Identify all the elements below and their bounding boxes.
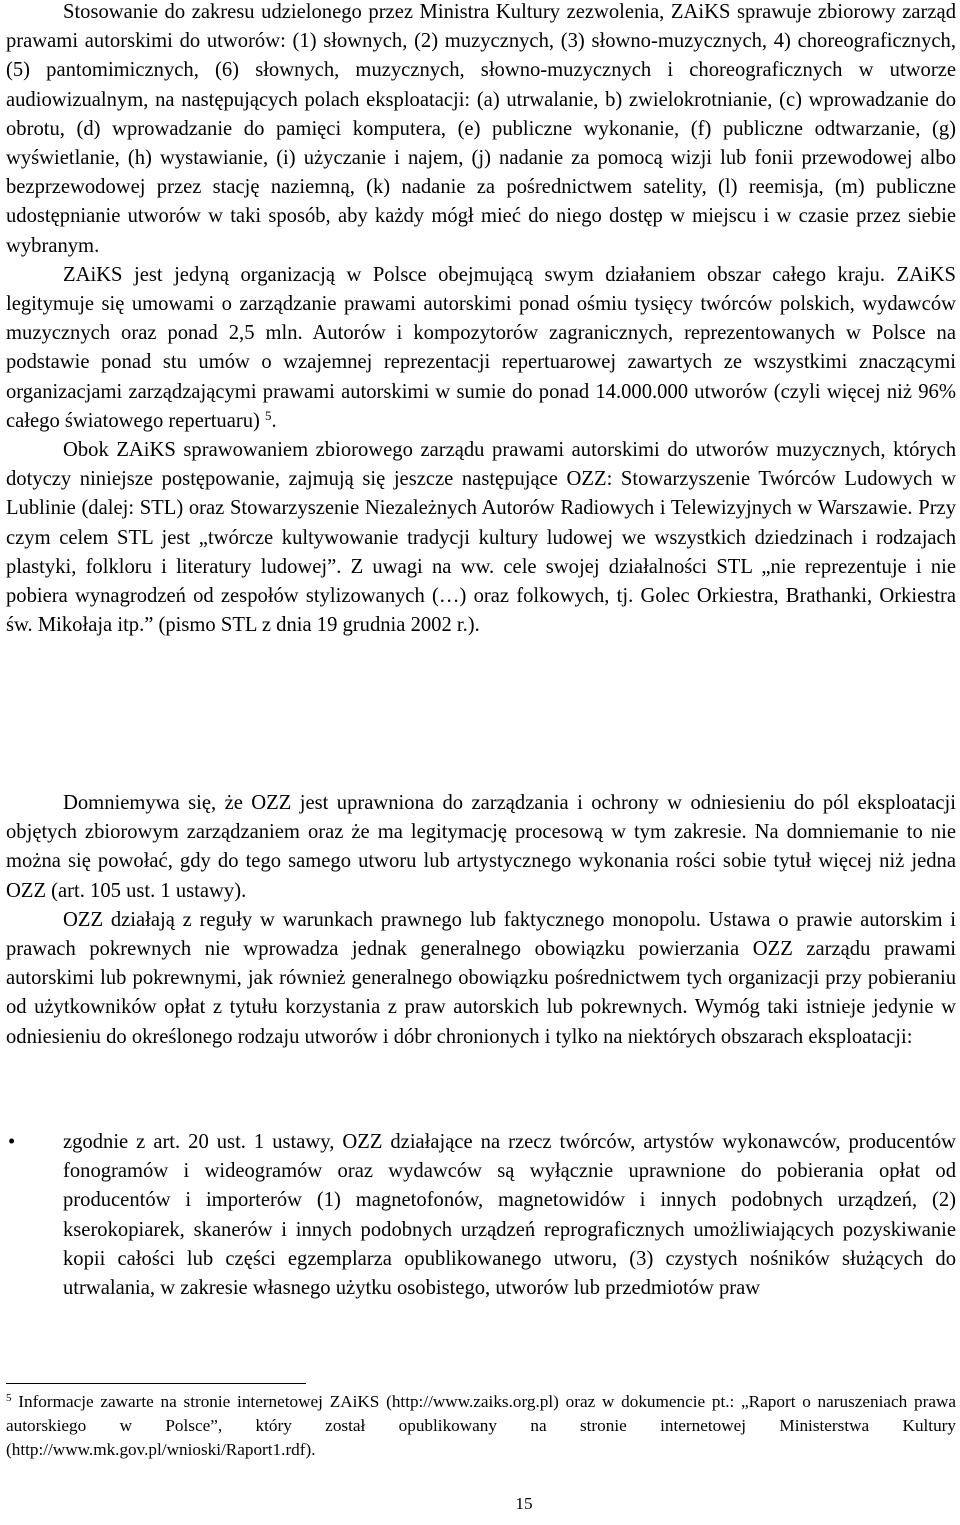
paragraph-other-ozz: Obok ZAiKS sprawowaniem zbiorowego zarządu prawami autorskimi do utworów muzycznych, których dotyczy niniejsze postępowanie, zajmują się jeszcze następujące OZZ: Stowarzyszenie Twórców Ludowych w Lublinie (dalej: STL) oraz Stowarzyszenie Niezależnych Autorów Radiowych i Telewizyjnych w Warszawie. Przy czym celem STL jest „twórcze kultywowanie tradycji kultury ludowej we wszystkich dziedzinach i rodzajach plastyki, folkloru i literatury ludowej”. Z uwagi na ww. cele swojej działalności STL „nie reprezentuje i nie pobiera wynagrodzeń od zespołów stylizowanych (…) oraz folkowych, tj. Golec Orkiestra, Brathanki, Orkiestra św. Mikołaja itp.” (pismo STL z dnia 19 grudnia 2002 r.). — [6, 439, 956, 637]
footnote — [6, 1390, 956, 1463]
paragraph-zaiks-organization — [6, 261, 956, 436]
paragraph-end: . — [271, 409, 277, 432]
footnote-number: 5 — [6, 1392, 12, 1404]
bullet-icon: • — [8, 1131, 16, 1153]
paragraph-presumption: Domniemywa się, że OZZ jest uprawniona do zarządzania i ochrony w odniesieniu do pól eksploatacji objętych zbiorowym zarządzaniem oraz że ma legitymację procesową w tym zakresie. Na domniemanie to nie można się powołać, gdy do tego samego utworu lub artystycznego wykonania rości sobie tytuł więcej niż jedna OZZ (art. 105 ust. 1 ustawy). — [6, 792, 956, 902]
paragraph-text: ZAiKS jest jedyną organizacją w Polsce obejmującą swym działaniem obszar całego kraju. ZAiKS legitymuje się umowami o zarządzanie prawami autorskimi ponad ośmiu tysięcy twórców polskich, wydawców muzycznych oraz ponad 2,5 mln. Autorów i kompozytorów zagranicznych, reprezentowanych w Polsce na podstawie ponad stu umów o wzajemnej reprezentacji repertuarowej zawartych ze wszystkimi znaczącymi organizacjami zarządzającymi prawami autorskimi w sumie do ponad 14.000.000 utworów (czyli więcej niż 96% całego światowego repertuaru) — [6, 263, 956, 432]
footnote-reference[interactable]: 5 — [265, 407, 272, 423]
bullet-list — [6, 1128, 956, 1303]
footnote-text: Informacje zawarte na stronie internetowej ZAiKS (http://www.zaiks.org.pl) oraz w dokumencie pt.: „Raport o naruszeniach prawa autorskiego w Polsce”, który został opublikowany na stronie internetowej Ministerstwa Kultury (http://www.mk.gov.pl/wnioski/Raport1.rdf). — [6, 1392, 956, 1460]
paragraph-zaiks-scope — [6, 0, 956, 640]
paragraph-monopoly: OZZ działają z reguły w warunkach prawnego lub faktycznego monopolu. Ustawa o prawie autorskim i prawach pokrewnych nie wprowadza jednak generalnego obowiązku powierzania OZZ zarządu prawami autorskimi lub pokrewnymi, jak również generalnego obowiązku pośrednictwem tych organizacji przy pobieraniu od użytkowników opłat z tytułu korzystania z praw autorskich lub pokrewnych. Wymóg taki istnieje jedynie w odniesieniu do określonego rodzaju utworów i dóbr chronionych i tylko na niektórych obszarach eksploatacji: — [6, 908, 956, 1048]
list-item-text: zgodnie z art. 20 ust. 1 ustawy, OZZ działające na rzecz twórców, artystów wykonawców, producentów fonogramów i wideogramów oraz wydawców są wyłącznie uprawnione do pobierania opłat od producentów i importerów (1) magnetofonów, magnetowidów i innych podobnych urządzeń, (2) kserokopiarek, skanerów i innych podobnych urządzeń reprograficznych umożliwiających pozyskiwanie kopii całości lub części egzemplarza opublikowanego utworu, (3) czystych nośników służących do utrwalania, w zakresie własnego użytku osobistego, utworów lub przedmiotów praw — [63, 1131, 956, 1300]
section-presumption — [6, 789, 956, 1052]
page-number: 15 — [515, 1494, 533, 1513]
paragraph-text: Stosowanie do zakresu udzielonego przez Ministra Kultury zezwolenia, ZAiKS sprawuje zbiorowy zarząd prawami autorskimi do utworów: (1) słownych, (2) muzycznych, (3) słowno-muzycznych, 4) choreograficznych, (5) pantomimicznych, (6) słownych, muzycznych, słowno-muzycznych i choreograficznych w utworze audiowizualnym, na następujących polach eksploatacji: (a) utrwalanie, b) zwielokrotnianie, (c) wprowadzanie do obrotu, (d) wprowadzanie do pamięci komputera, (e) publiczne wykonanie, (f) publiczne odtwarzanie, (g) wyświetlanie, (h) wystawianie, (i) użyczanie i najem, (j) nadanie za pomocą wizji lub fonii przewodowej albo bezprzewodowej przez stację naziemną, (k) nadanie za pośrednictwem satelity, (l) reemisja, (m) publiczne udostępnianie utworów w taki sposób, aby każdy mógł mieć do niego dostęp w miejscu i w czasie przez siebie wybranym. — [6, 1, 956, 257]
list-item — [6, 1128, 956, 1303]
footnote-divider — [6, 1383, 306, 1384]
